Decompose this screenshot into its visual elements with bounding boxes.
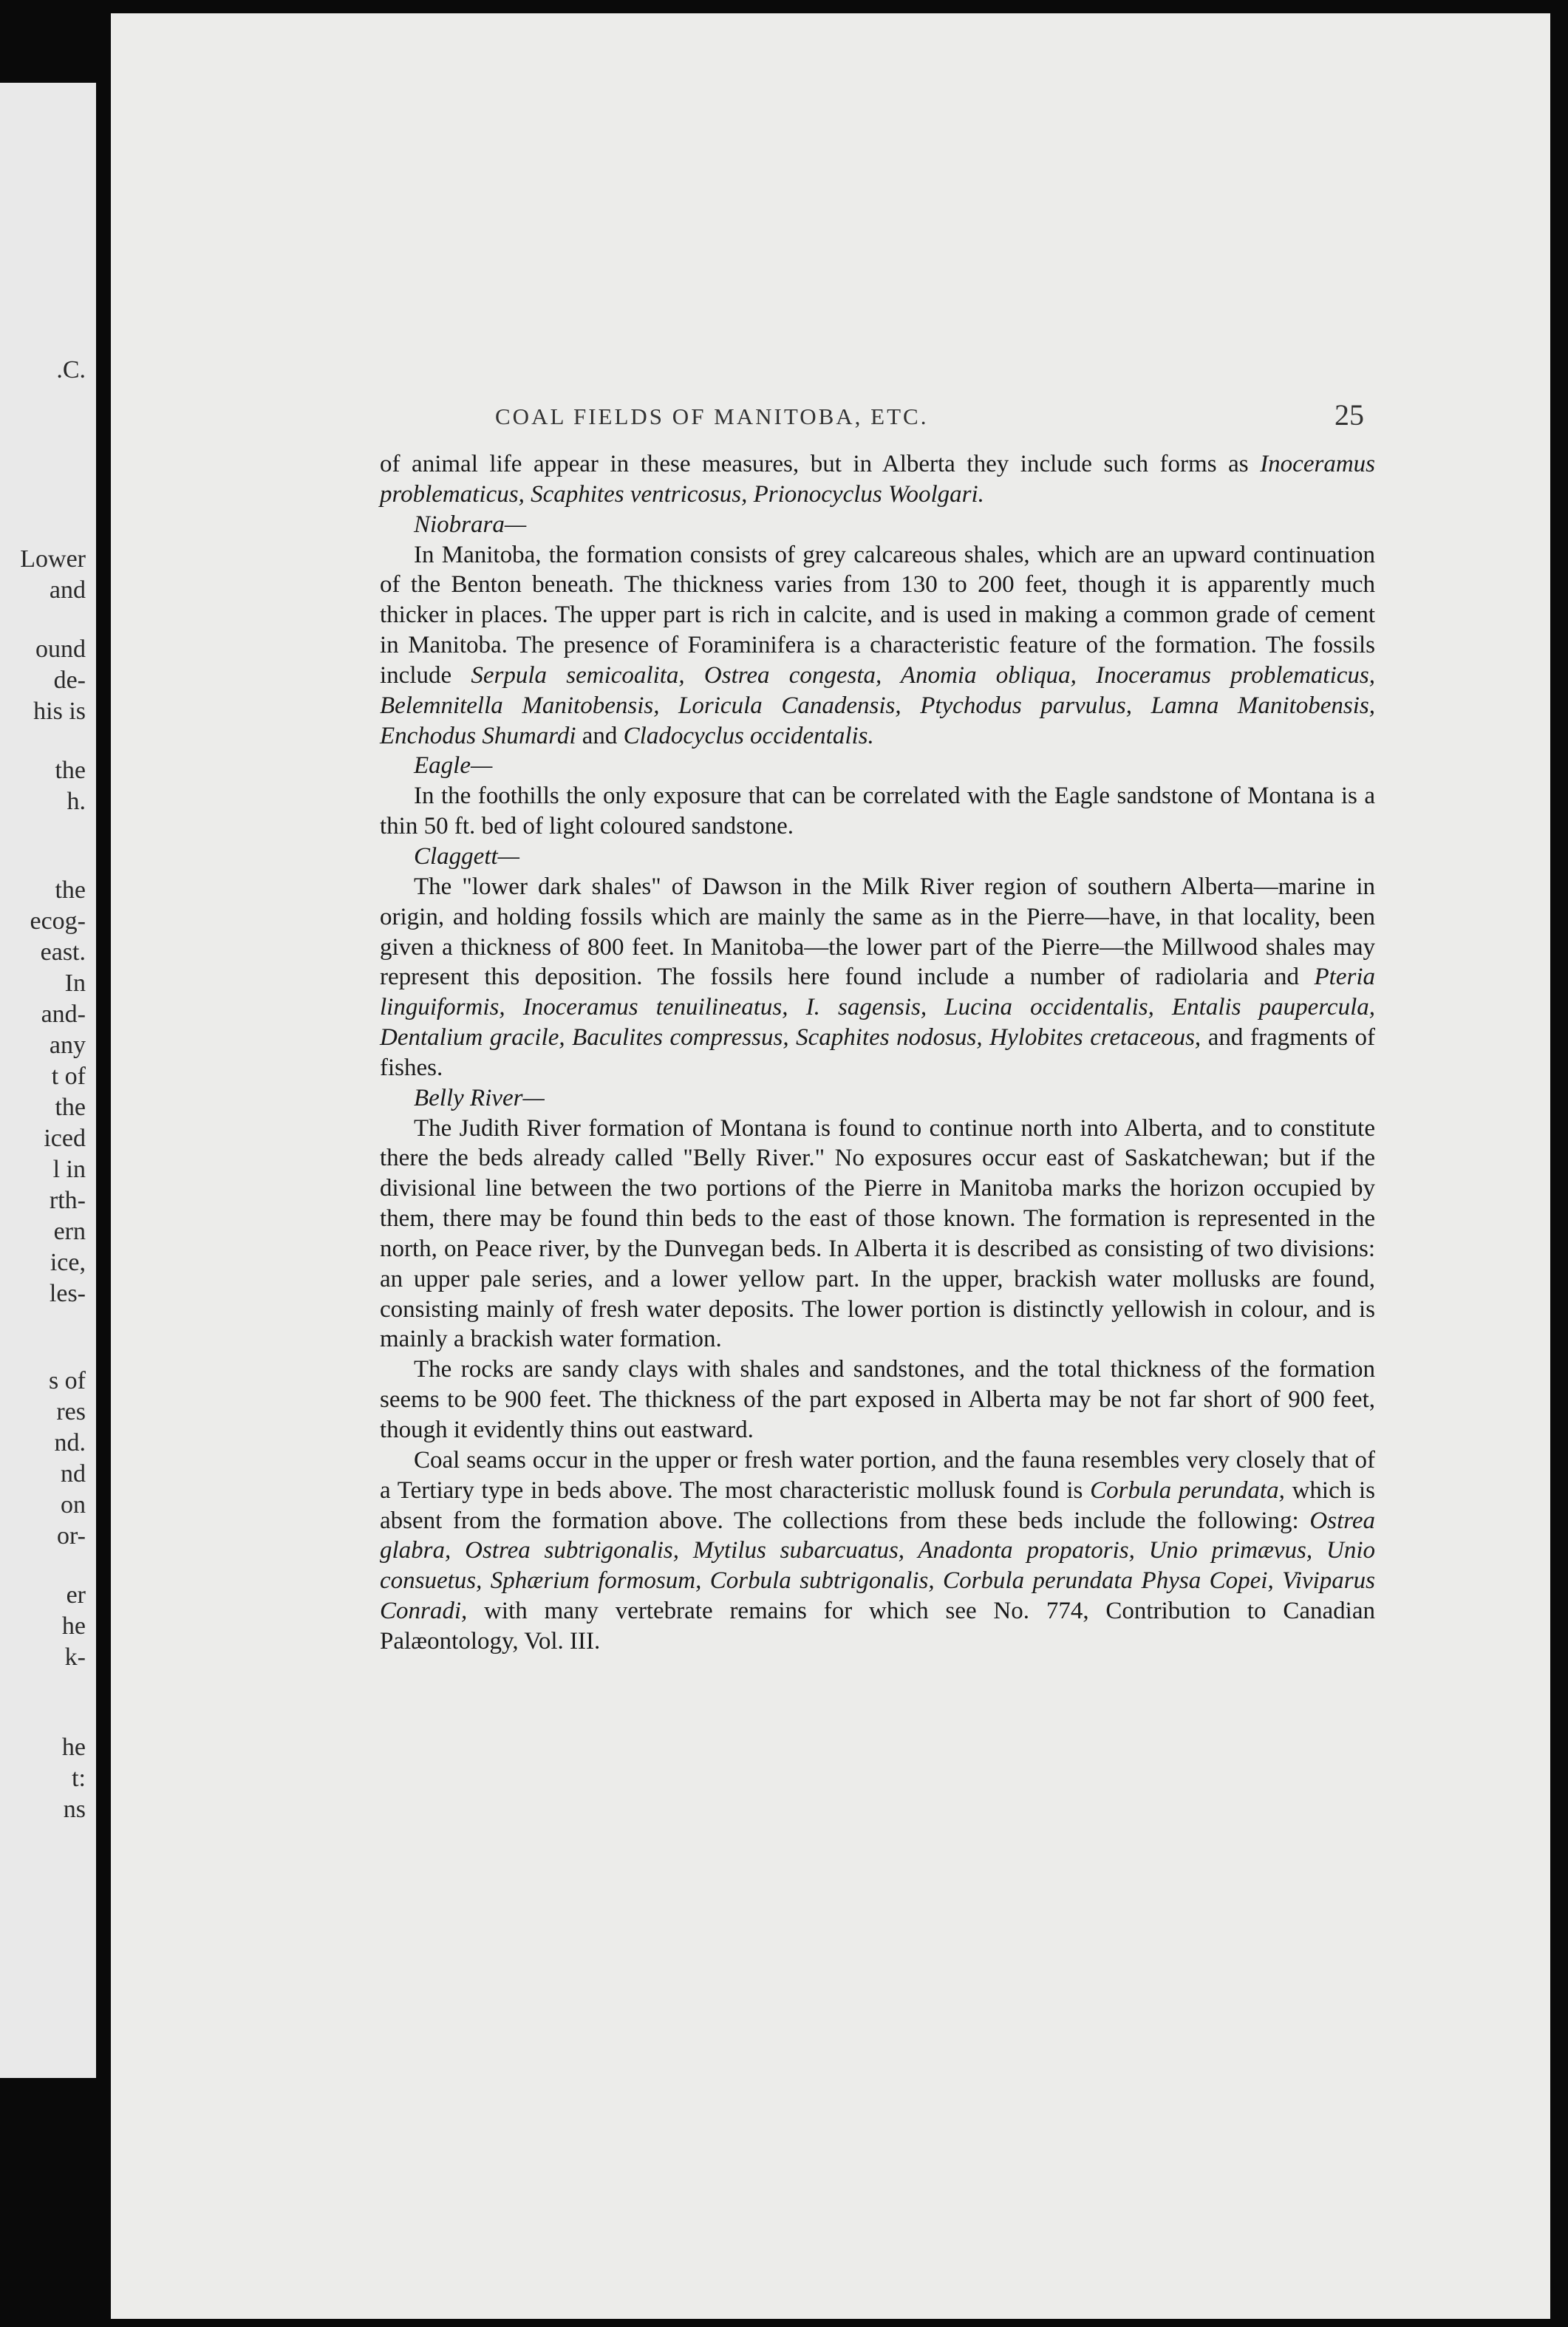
page-body bbox=[380, 449, 1375, 1657]
facing-page-text-fragment: Lower bbox=[20, 545, 86, 573]
section-heading-niobrara: Niobrara— bbox=[414, 511, 527, 538]
section-heading-belly-river: Belly River— bbox=[414, 1084, 545, 1111]
facing-page-text-fragment: In bbox=[64, 970, 86, 997]
text-run: In Manitoba, the formation consists of grey calcareous shales, which are an upward continuation of the Benton beneath. The thickness varies from 130 to 200 feet, though it is apparently much thicker in places. The upper part is rich in calcite, and is used in making a common grade of cement in Manitoba. The presence of Foraminifera is a characteristic feature of the formation. The fossils include bbox=[380, 541, 1375, 689]
facing-page-text-fragment: t: bbox=[72, 1765, 86, 1792]
facing-page-text-fragment: iced bbox=[44, 1125, 86, 1152]
facing-page-text-fragment: h. bbox=[67, 788, 86, 815]
page-number: 25 bbox=[1334, 398, 1364, 432]
text-run: and bbox=[576, 722, 624, 749]
facing-page-text-fragment: ns bbox=[63, 1796, 86, 1823]
text-run: of animal life appear in these measures, but in Alberta they include such forms as bbox=[380, 451, 1261, 477]
facing-page-text-fragment: ern bbox=[53, 1218, 86, 1245]
facing-page-text-fragment: the bbox=[55, 876, 86, 904]
paragraph bbox=[380, 540, 1375, 752]
section-heading-eagle: Eagle— bbox=[414, 752, 493, 780]
paragraph bbox=[380, 1445, 1375, 1657]
facing-page-text-fragment: t of bbox=[51, 1063, 86, 1090]
paragraph: The Judith River formation of Montana is found to continue north into Alberta, and to constitute there the beds already called "Belly River." No exposures occur east of Saskatchewan; but if the divisional line between the two portions of the Pierre in Manitoba marks the horizon occupied by them, there may be found thin beds to the east of those known. The formation is represented in the north, on Peace river, by the Dunvegan beds. In Alberta it is described as consisting of two divisions: an upper pale series, and a lower yellow part. In the upper, brackish water mollusks are found, consisting mainly of fresh water deposits. The lower portion is distinctly yellowish in colour, and is mainly a brackish water formation. bbox=[380, 1114, 1375, 1353]
facing-page-text-fragment: nd bbox=[61, 1460, 86, 1488]
text-run: with many vertebrate remains for which see No. 774, Contribution to Canadian Palæontology, Vol. III. bbox=[380, 1598, 1375, 1655]
section-heading-claggett: Claggett— bbox=[414, 842, 520, 870]
text-run: which is absent from the formation above. The collections from these beds include the following: bbox=[380, 1476, 1375, 1534]
text-run: Coal seams occur in the upper or fresh water portion, and the fauna resembles very closely that of a Tertiary type in beds above. The most characteristic mollusk found is bbox=[380, 1446, 1375, 1504]
facing-page-text-fragment: and bbox=[49, 576, 86, 604]
facing-page-text-fragment: east. bbox=[40, 938, 86, 966]
facing-page-text-fragment: l in bbox=[52, 1156, 86, 1183]
species-list: Ostrea glabra, Ostrea subtrigonalis, Mytilus subarcuatus, Anadonta propatoris, Unio primævus, Unio consuetus, Sphærium formosum, Corbula subtrigonalis, Corbula perundata Physa Copei, Viviparus Conradi, bbox=[380, 1507, 1375, 1625]
facing-page-text-fragment: any bbox=[49, 1032, 86, 1059]
species-list: Serpula semicoalita, Ostrea congesta, Anomia obliqua, Inoceramus problematicus, Belemnitella Manitobensis, Loricula Canadensis, Ptychodus parvulus, Lamna Manitobensis, Enchodus Shumardi bbox=[380, 661, 1376, 749]
page-header bbox=[495, 398, 1364, 432]
facing-page-text-fragment: s of bbox=[48, 1367, 86, 1394]
text-run: and fragments of fishes. bbox=[380, 1024, 1375, 1081]
facing-page-text-fragment: les- bbox=[49, 1280, 86, 1307]
facing-page-text-fragment: ound bbox=[35, 636, 86, 663]
species-list: Cladocyclus occidentalis. bbox=[623, 722, 874, 749]
facing-page-text-fragment: nd. bbox=[54, 1429, 86, 1456]
facing-page-text-fragment: de- bbox=[53, 667, 86, 694]
species-name: Corbula perundata, bbox=[1090, 1476, 1285, 1504]
species-list: Pteria linguiformis, Inoceramus tenuilineatus, I. sagensis, Lucina occidentalis, Entalis paupercula, Dentalium gracile, Baculites compressus, Scaphites nodosus, Hylobites cretaceous, bbox=[380, 964, 1375, 1052]
facing-page-text-fragment: the bbox=[55, 1094, 86, 1121]
running-title: COAL FIELDS OF MANITOBA, ETC. bbox=[495, 403, 929, 429]
facing-page-text-fragment: ecog- bbox=[30, 907, 86, 935]
facing-page-text-fragment: k- bbox=[64, 1643, 86, 1671]
paragraph: In the foothills the only exposure that can be correlated with the Eagle sandstone of Montana is a thin 50 ft. bed of light coloured sandstone. bbox=[380, 783, 1375, 840]
left-facing-page-edge bbox=[0, 83, 96, 2078]
facing-page-text-fragment: or- bbox=[57, 1522, 86, 1550]
paragraph: The rocks are sandy clays with shales and sandstones, and the total thickness of the formation seems to be 900 feet. The thickness of the part exposed in Alberta may be not far short of 900 feet, though it evidently thins out eastward. bbox=[380, 1356, 1375, 1443]
facing-page-text-fragment: er bbox=[66, 1581, 86, 1609]
book-page bbox=[111, 13, 1550, 2319]
facing-page-text-fragment: his is bbox=[33, 698, 86, 725]
paragraph bbox=[380, 872, 1375, 1083]
facing-page-text-fragment: on bbox=[61, 1491, 86, 1519]
facing-page-text-fragment: rth- bbox=[49, 1187, 86, 1214]
facing-page-text-fragment: he bbox=[61, 1734, 86, 1761]
species-list: Inoceramus problematicus, Scaphites ventricosus, Prionocyclus Woolgari. bbox=[380, 451, 1375, 508]
facing-page-text-fragment: and- bbox=[41, 1001, 86, 1028]
text-run: The "lower dark shales" of Dawson in the Milk River region of southern Alberta—marine in origin, and holding fossils which are mainly the same as in the Pierre—have, in that locality, been given a thickness of 800 feet. In Manitoba—the lower part of the Pierre—the Millwood shales may represent this deposition. The fossils here found include a number of radiolaria and bbox=[380, 873, 1375, 991]
facing-page-text-fragment: ice, bbox=[50, 1249, 86, 1276]
facing-page-text-fragment: the bbox=[55, 757, 86, 784]
facing-page-text-fragment: .C. bbox=[56, 356, 86, 384]
paragraph bbox=[380, 449, 1375, 510]
facing-page-text-fragment: res bbox=[56, 1398, 86, 1425]
facing-page-text-fragment: he bbox=[61, 1612, 86, 1640]
